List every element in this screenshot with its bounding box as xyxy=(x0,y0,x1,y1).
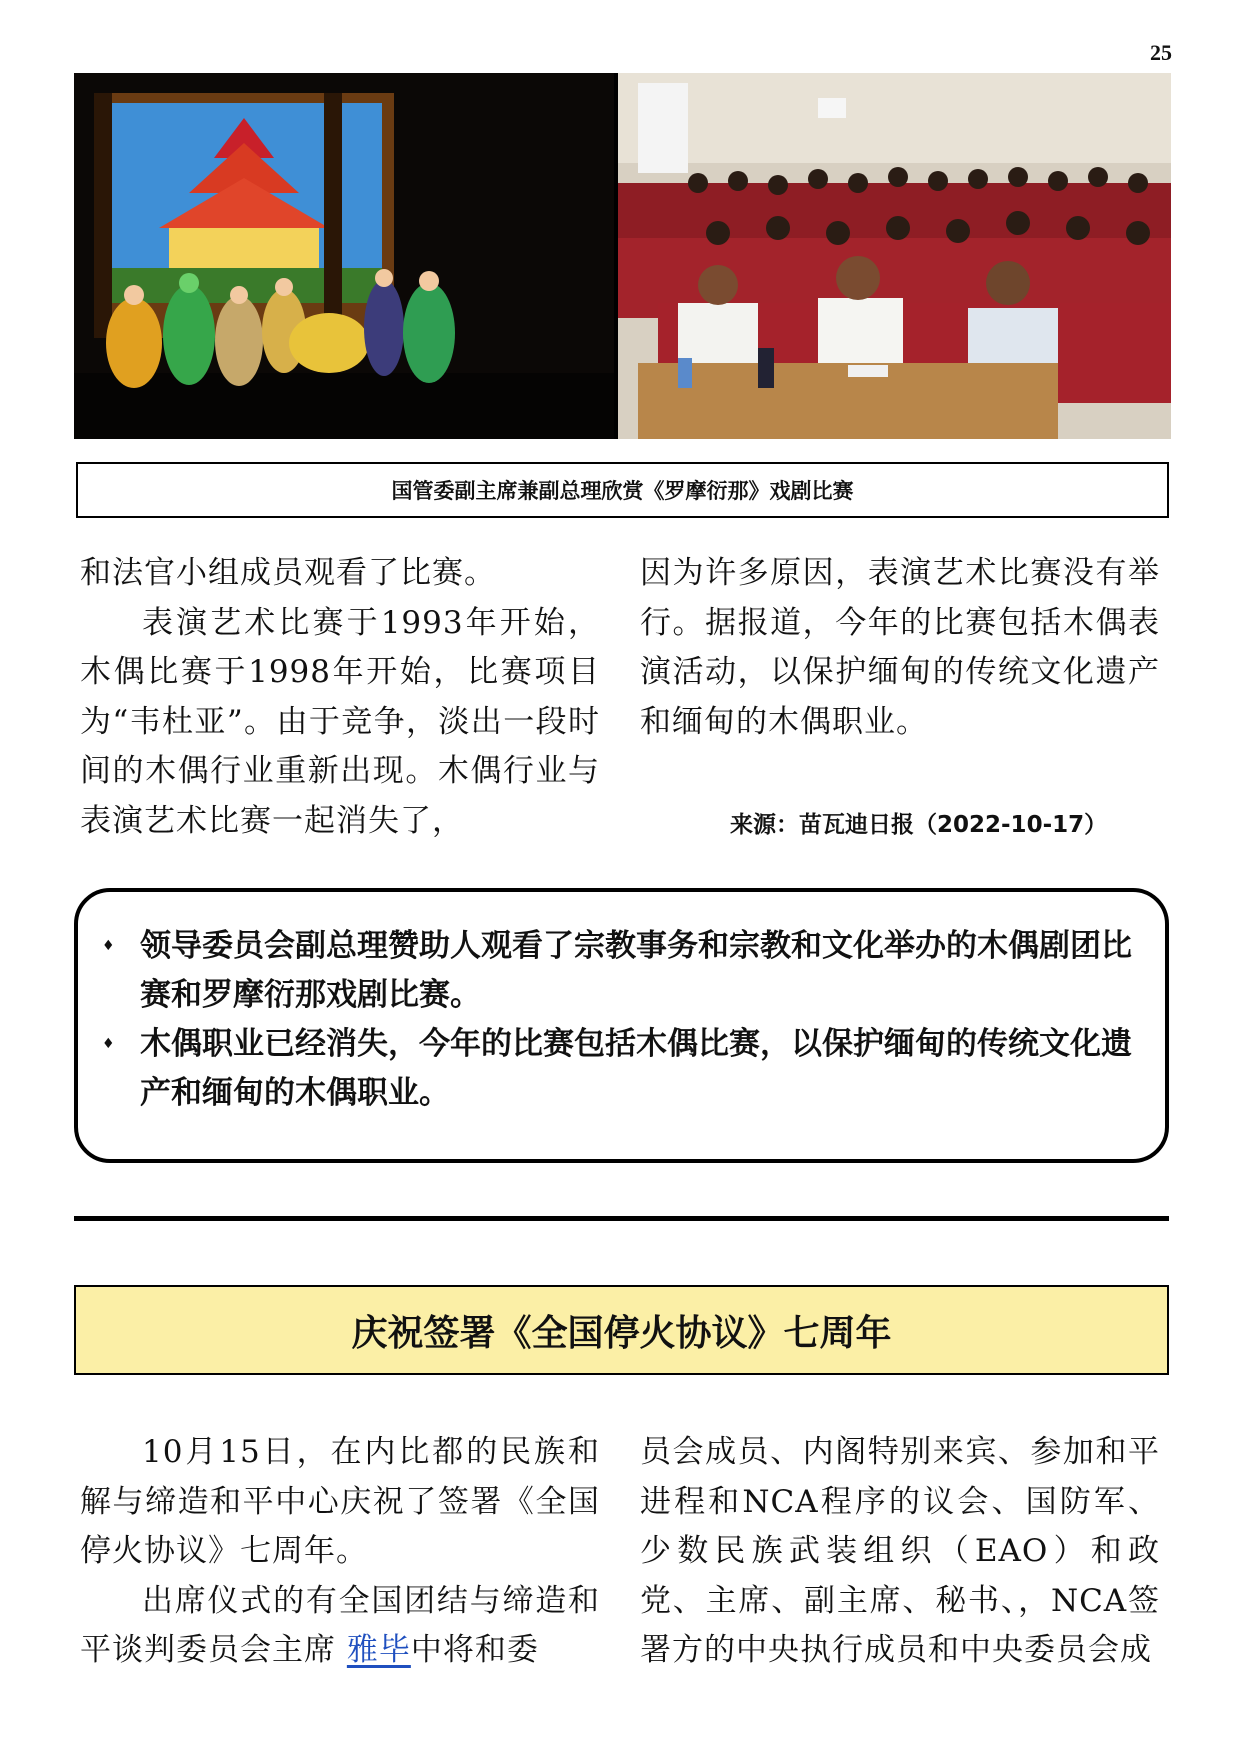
summary-item-text: 木偶职业已经消失，今年的比赛包括木偶比赛，以保护缅甸的传统文化遗产和缅甸的木偶职业。 xyxy=(140,1026,1132,1111)
article1-paragraph: 表演艺术比赛于1993年开始，木偶比赛于1998年开始，比赛项目为“韦杜亚”。由于竞争，淡出一段时间的木偶行业重新出现。木偶行业与表演艺术比赛一起消失了， xyxy=(80,604,600,839)
article1-left-column xyxy=(80,549,600,846)
audience-photo xyxy=(618,73,1171,439)
diamond-bullet-icon: ♦ xyxy=(102,938,115,954)
article2-text: 中将和委 xyxy=(410,1632,539,1668)
article2-text: 出席仪式的有全国团结与缔造和平谈判委员会主席 xyxy=(80,1582,600,1668)
section-divider xyxy=(74,1216,1169,1221)
article2-paragraph: 员会成员、内阁特别来宾、参加和平进程和NCA程序的议会、国防军、少数民族武装组织（EAO）和政党、主席、副主席、秘书、，NCA签署方的中央执行成员和中央委员会成 xyxy=(640,1434,1160,1668)
stage-performance-photo xyxy=(74,73,614,439)
diamond-bullet-icon: ♦ xyxy=(102,1036,115,1052)
article2-title: 庆祝签署《全国停火协议》七周年 xyxy=(74,1285,1169,1375)
article2-paragraph: 10月15日，在内比都的民族和解与缔造和平中心庆祝了签署《全国停火协议》七周年。 xyxy=(80,1434,600,1569)
summary-item xyxy=(96,1020,1145,1118)
photo-caption: 国管委副主席兼副总理欣赏《罗摩衍那》戏剧比赛 xyxy=(76,462,1169,518)
article1-source: 来源：苗瓦迪日报（2022-10-17） xyxy=(730,812,1108,838)
summary-item xyxy=(96,922,1145,1020)
article2-right-column xyxy=(640,1428,1160,1676)
article1-paragraph: 因为许多原因，表演艺术比赛没有举行。据报道，今年的比赛包括木偶表演活动，以保护缅甸的传统文化遗产和缅甸的木偶职业。 xyxy=(640,555,1160,740)
article2-paragraph xyxy=(80,1577,600,1676)
photo-row xyxy=(74,73,1171,439)
article1-paragraph: 和法官小组成员观看了比赛。 xyxy=(80,555,496,591)
article1-right-column xyxy=(640,549,1160,747)
article2-left-column xyxy=(80,1428,600,1676)
summary-box xyxy=(74,888,1169,1163)
person-name-link[interactable]: 雅毕 xyxy=(346,1632,411,1668)
page-number: 25 xyxy=(1150,40,1172,65)
summary-item-text: 领导委员会副总理赞助人观看了宗教事务和宗教和文化举办的木偶剧团比赛和罗摩衍那戏剧比赛。 xyxy=(140,928,1132,1013)
